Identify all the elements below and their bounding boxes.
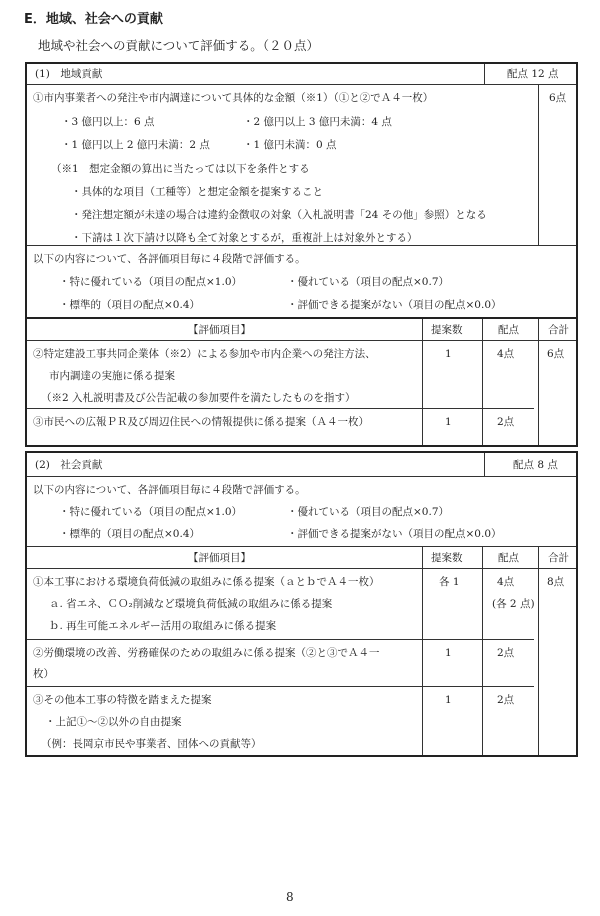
table-header-row [27, 319, 576, 341]
divider [422, 547, 423, 568]
row-text: 市内調達の実施に係る提案 [49, 370, 175, 382]
section2-points: 配点 8 点 [513, 459, 558, 471]
note-line: ・下請は１次下請け以降も全て対象とするが，重複計上は対象外とする） [71, 232, 418, 244]
divider [422, 687, 423, 755]
item1-points: 6点 [549, 92, 567, 104]
section1-total: 6点 [547, 348, 565, 360]
criteria-level: ・評価できる提案がない（項目の配点×0.0） [287, 528, 502, 540]
row-points-sub: (各 2 点) [492, 598, 535, 610]
row-count: 1 [445, 694, 452, 706]
header-count: 提案数 [431, 552, 463, 564]
row-text: ③その他本工事の特徴を踏まえた提案 [33, 694, 212, 706]
criteria-level: ・標準的（項目の配点×0.4） [59, 528, 200, 540]
item1-row [27, 85, 576, 246]
header-item: 【評価項目】 [188, 552, 251, 564]
row-text: ・上記①～②以外の自由提案 [45, 716, 182, 728]
divider [422, 640, 423, 686]
table-row [27, 640, 534, 687]
divider [422, 409, 423, 445]
divider [538, 319, 539, 340]
row-text: （※2 入札説明書及び公告記載の参加要件を満たしたものを指す） [41, 392, 356, 404]
divider [538, 569, 539, 755]
row-count: 1 [445, 416, 452, 428]
criteria-block [27, 477, 576, 547]
item1-title: ①市内事業者への発注や市内調達について具体的な金額（※1）（①と②でＡ４一枚） [33, 92, 434, 104]
divider [538, 85, 539, 245]
table-row [27, 409, 534, 445]
criteria-level: ・評価できる提案がない（項目の配点×0.0） [287, 299, 502, 311]
row-points: 4点 [497, 348, 515, 360]
divider [422, 341, 423, 408]
section2-total: 8点 [547, 576, 565, 588]
section1-title: (1) 地域貢献 [35, 68, 103, 80]
divider [482, 547, 483, 568]
divider [538, 341, 539, 445]
note-line: ・発注想定額が未達の場合は違約金徴収の対象（入札説明書「24 その他」参照）となる [71, 209, 487, 221]
header-points: 配点 [498, 324, 519, 336]
note-title: （※1 想定金額の算出に当たっては以下を条件とする [51, 163, 310, 175]
divider [422, 569, 423, 639]
row-count: 各 1 [439, 576, 460, 588]
divider [482, 319, 483, 340]
row-text: ａ. 省エネ、ＣＯ₂削減など環境負荷低減の取組みに係る提案 [49, 598, 333, 610]
section2-title: (2) 社会貢献 [35, 459, 103, 471]
section-regional-contribution [25, 62, 578, 447]
header-points: 配点 [498, 552, 519, 564]
row-points: 2点 [497, 647, 515, 659]
header-item: 【評価項目】 [188, 324, 251, 336]
section1-points: 配点 12 点 [507, 68, 559, 80]
row-points: 2点 [497, 694, 515, 706]
intro-text: 地域や社会への貢献について評価する。（２０点） [38, 38, 320, 53]
header-count: 提案数 [431, 324, 463, 336]
criteria-level: ・標準的（項目の配点×0.4） [59, 299, 200, 311]
row-text: ②特定建設工事共同企業体（※2）による参加や市内企業への発注方法、 [33, 348, 376, 360]
criteria-block [27, 246, 576, 319]
divider [482, 341, 483, 408]
divider [422, 319, 423, 340]
row-text: （例：長岡京市民や事業者、団体への貢献等） [41, 738, 262, 750]
scale-item: ・3 億円以上：6 点 [61, 116, 155, 128]
page-number: 8 [286, 890, 294, 904]
row-count: 1 [445, 647, 452, 659]
table-header-row [27, 547, 576, 569]
header-total: 合計 [548, 552, 569, 564]
criteria-level: ・特に優れている（項目の配点×1.0） [59, 506, 242, 518]
header-total: 合計 [548, 324, 569, 336]
row-text: ①本工事における環境負荷低減の取組みに係る提案（ａとｂでＡ４一枚） [33, 576, 380, 588]
section1-title-row [27, 64, 576, 85]
row-text: ②労働環境の改善、労務確保のための取組みに係る提案（②と③でＡ４一 [33, 647, 380, 659]
criteria-level: ・優れている（項目の配点×0.7） [287, 506, 449, 518]
section-heading: E．地域、社会への貢献 [24, 12, 163, 27]
divider [538, 547, 539, 568]
divider [482, 687, 483, 755]
table-row [27, 687, 534, 755]
divider [484, 64, 485, 84]
criteria-intro: 以下の内容について、各評価項目毎に４段階で評価する。 [33, 253, 306, 265]
divider [482, 640, 483, 686]
row-text: 枚） [33, 668, 54, 680]
scale-item: ・2 億円以上 3 億円未満：4 点 [243, 116, 392, 128]
row-points: 2点 [497, 416, 515, 428]
row-count: 1 [445, 348, 452, 360]
table-row [27, 569, 534, 640]
divider [482, 569, 483, 639]
scale-item: ・1 億円以上 2 億円未満：2 点 [61, 139, 210, 151]
criteria-level: ・優れている（項目の配点×0.7） [287, 276, 449, 288]
note-line: ・具体的な項目（工種等）と想定金額を提案すること [71, 186, 323, 198]
section-social-contribution [25, 451, 578, 757]
criteria-level: ・特に優れている（項目の配点×1.0） [59, 276, 242, 288]
section2-title-row [27, 453, 576, 477]
criteria-intro: 以下の内容について、各評価項目毎に４段階で評価する。 [33, 484, 306, 496]
divider [482, 409, 483, 445]
row-text: ③市民への広報ＰＲ及び周辺住民への情報提供に係る提案（Ａ４一枚） [33, 416, 369, 428]
scale-item: ・1 億円未満：0 点 [243, 139, 337, 151]
divider [484, 453, 485, 476]
row-text: ｂ. 再生可能エネルギー活用の取組みに係る提案 [49, 620, 277, 632]
table-row [27, 341, 534, 409]
row-points: 4点 [497, 576, 515, 588]
